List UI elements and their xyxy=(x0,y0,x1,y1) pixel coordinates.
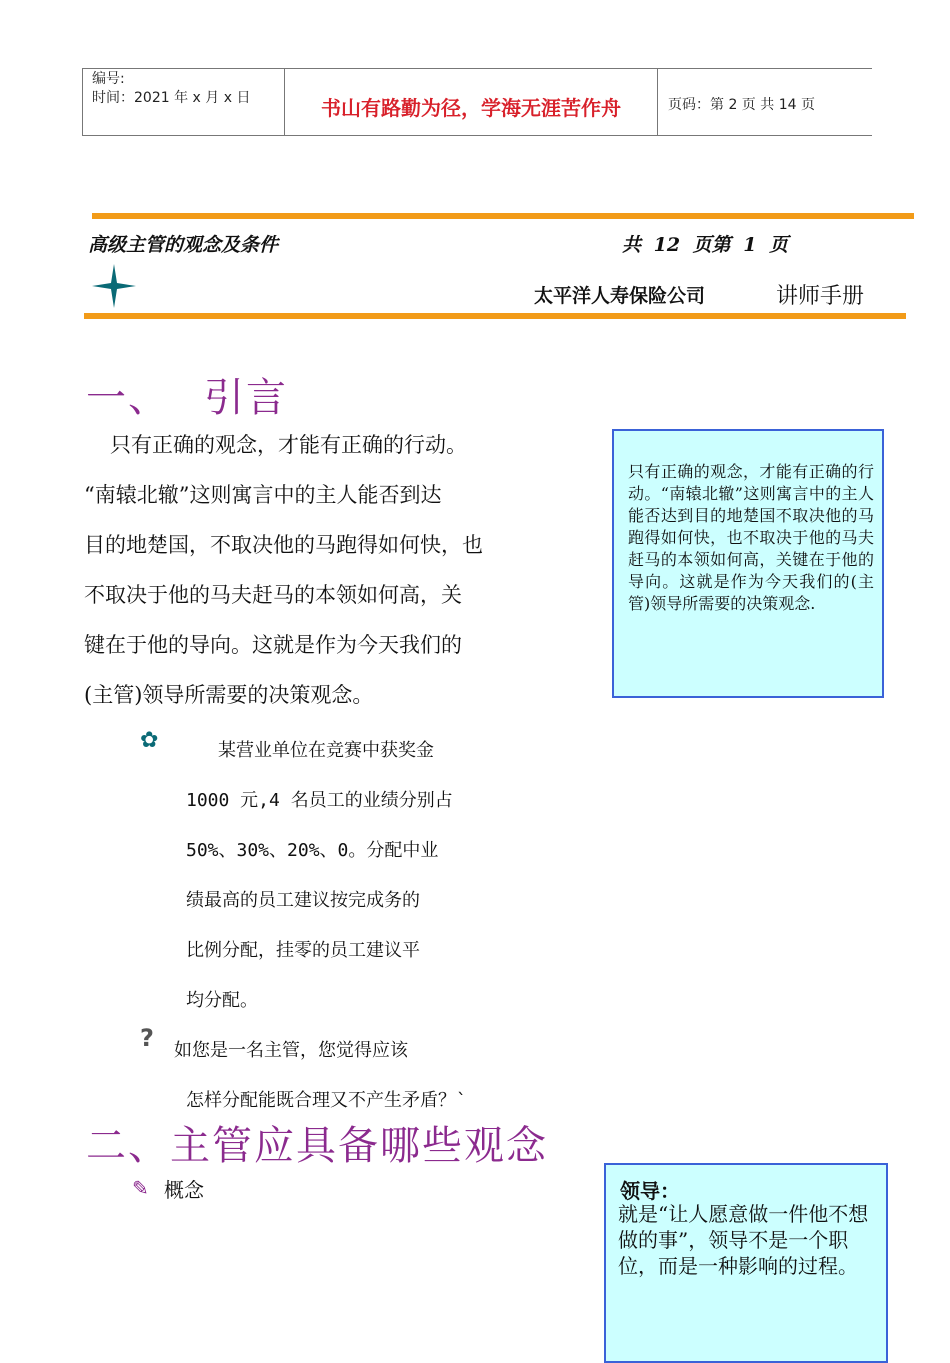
time-label: 时间：2021 年 x 月 x 日 xyxy=(92,90,251,106)
paragraph-line: 键在于他的导向。这就是作为今天我们的 xyxy=(84,633,462,657)
flower-icon: ✿ xyxy=(140,728,159,753)
section1-paragraph xyxy=(84,420,554,720)
company-name: 太平洋人寿保险公司 xyxy=(534,285,706,307)
pencil-icon: ✎ xyxy=(132,1176,149,1200)
leadership-box-text: 就是“让人愿意做一件他不想 做的事”，领导不是一个职位，而是一种影响的过程。 xyxy=(618,1202,869,1278)
section1-title: 引言 xyxy=(204,375,288,421)
case-line: 1000 元,4 名员工的业绩分别占 xyxy=(186,790,453,811)
paragraph-line: 不取决于他的马夫赶马的本领如何高，关 xyxy=(84,583,462,607)
question-first-line: 如您是一名主管，您觉得应该 xyxy=(174,1040,408,1061)
orange-bottom-rule xyxy=(84,313,906,319)
paragraph-line: “南辕北辙”这则寓言中的主人能否到达 xyxy=(84,483,442,507)
orange-top-rule xyxy=(92,213,914,219)
question-mark-icon: ? xyxy=(140,1024,154,1052)
section1-number: 一、 xyxy=(86,375,170,421)
paragraph-line: (主管)领导所需要的决策观念。 xyxy=(84,683,374,707)
sidebar-summary-text: 只有正确的观念，才能有正确的行动。“南辕北辙”这则寓言中的主人能否达到目的地楚国不取决他的马跑得如何快，也不取决于他的马夫赶马的本领如何高，关键在于他的导向。这就是作为今天我们的(主管)领导所需要的决策观念. xyxy=(628,462,874,613)
case-study-text xyxy=(186,776,516,1026)
case-line: 比例分配，挂零的员工建议平 xyxy=(186,940,420,961)
case-line: 均分配。 xyxy=(186,990,258,1011)
four-point-star-icon xyxy=(92,264,136,308)
question-second-line: 怎样分配能既合理又不产生矛盾？` xyxy=(186,1090,467,1111)
concept-label: 概念 xyxy=(164,1178,204,1202)
leadership-box-title: 领导： xyxy=(620,1179,680,1203)
page-info: 页码：第 2 页 共 14 页 xyxy=(668,97,815,113)
sidebar-summary-box xyxy=(612,429,884,698)
header-divider-2 xyxy=(657,68,658,136)
paragraph-line: 只有正确的观念，才能有正确的行动。 xyxy=(110,433,467,457)
leadership-definition-box xyxy=(604,1163,888,1363)
manual-label: 讲师手册 xyxy=(776,284,865,309)
section2-title: 二、主管应具备哪些观念 xyxy=(86,1123,548,1169)
case-line: 50%、30%、20%、0。分配中业 xyxy=(186,840,439,861)
header-left-border xyxy=(82,68,83,136)
header-top-border xyxy=(82,68,872,69)
paragraph-line: 目的地楚国，不取决他的马跑得如何快，也 xyxy=(84,533,483,557)
header-motto: 书山有路勤为径，学海无涯苦作舟 xyxy=(321,96,621,120)
header-bottom-border xyxy=(82,135,872,136)
header-meta xyxy=(92,70,250,108)
doc-title: 高级主管的观念及条件 xyxy=(88,234,279,256)
case-line: 绩最高的员工建议按完成务的 xyxy=(186,890,420,911)
serial-label: 编号: xyxy=(92,71,125,87)
case-first-line: 某营业单位在竞赛中获奖金 xyxy=(218,740,434,761)
doc-page-count: 共 12 页第 1 页 xyxy=(622,234,789,256)
